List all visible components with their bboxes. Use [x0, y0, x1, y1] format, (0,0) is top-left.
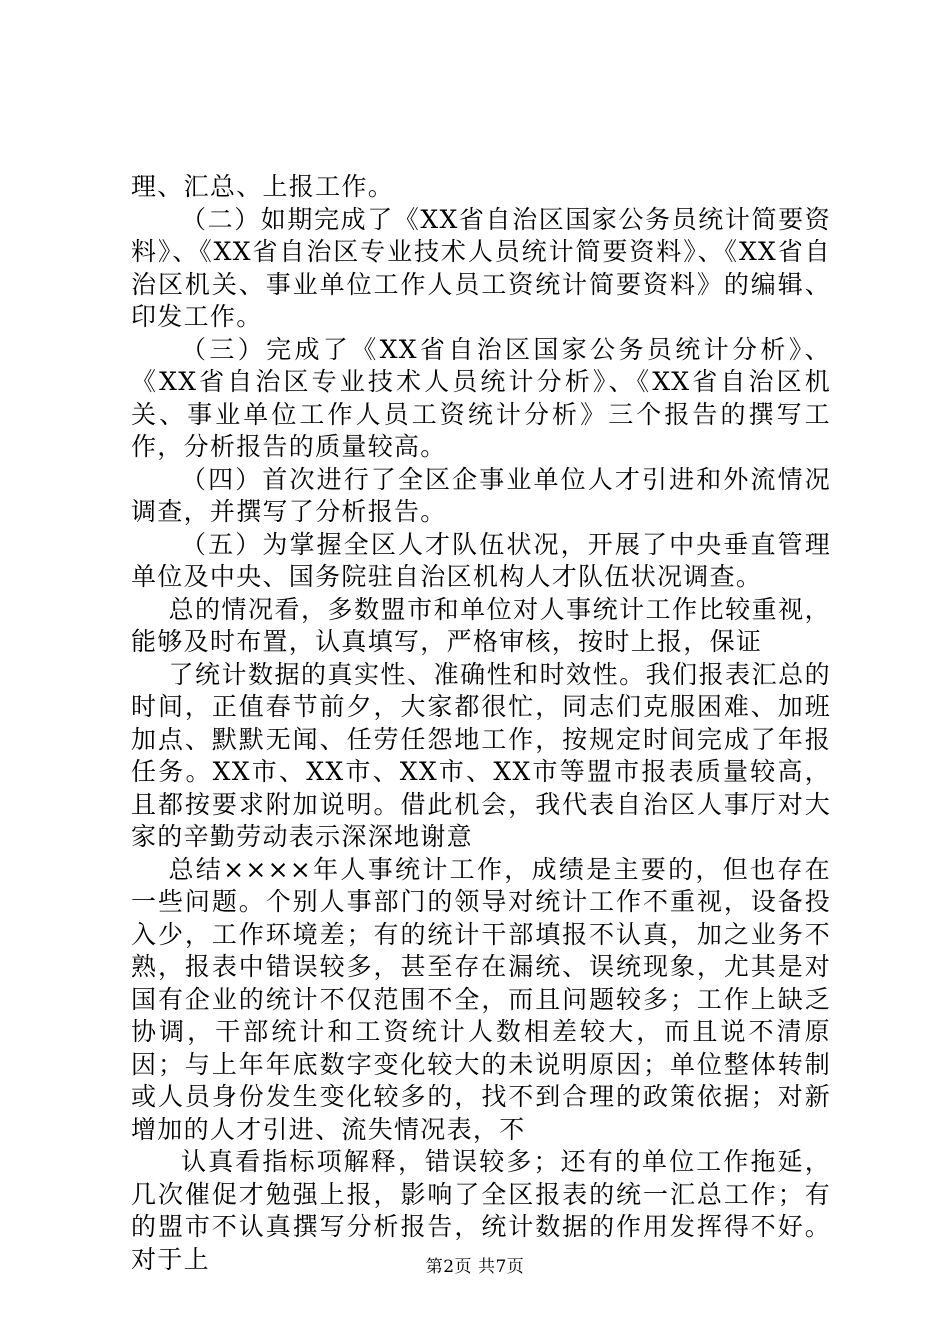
- page-number-footer: 第2页 共7页: [425, 1257, 525, 1277]
- paragraph-item-2: （二）如期完成了《XX省自治区国家公务员统计简要资料》、《XX省自治区专业技术人员统计简要资料》、《XX省自治区机关、事业单位工作人员工资统计简要资料》的编辑、印发工作。: [131, 204, 831, 331]
- paragraph-problems: 总结××××年人事统计工作，成绩是主要的，但也存在一些问题。个别人事部门的领导对统计工作不重视，设备投入少，工作环境差；有的统计干部填报不认真，加之业务不熟，报表中错误较多，甚至存在漏统、误统现象，尤其是对国有企业的统计不仅范围不全，而且问题较多；工作上缺乏协调，干部统计和工资统计人数相差较大，而且说不清原因；与上年年底数字变化较大的未说明原因；单位整体转制或人员身份发生变化较多的，找不到合理的政策依据；对新增加的人才引进、流失情况表，不: [131, 854, 831, 1144]
- document-body: [131, 171, 831, 1276]
- paragraph-item-4: （四）首次进行了全区企事业单位人才引进和外流情况调查，并撰写了分析报告。: [131, 464, 831, 526]
- paragraph-item-5: （五）为掌握全区人才队伍状况，开展了中央垂直管理单位及中央、国务院驻自治区机构人才队伍状况调查。: [131, 529, 831, 591]
- paragraph-item-3: （三）完成了《XX省自治区国家公务员统计分析》、《XX省自治区专业技术人员统计分析》、《XX省自治区机关、事业单位工作人员工资统计分析》三个报告的撰写工作，分析报告的质量较高。: [131, 334, 831, 461]
- paragraph-summary-continued: 了统计数据的真实性、准确性和时效性。我们报表汇总的时间，正值春节前夕，大家都很忙，同志们克服困难、加班加点、默默无闻、任劳任怨地工作，按规定时间完成了年报任务。XX市、XX市、XX市、XX市等盟市报表质量较高，且都按要求附加说明。借此机会，我代表自治区人事厅对大家的辛勤劳动表示深深地谢意: [131, 659, 831, 851]
- paragraph-continuation: 理、汇总、上报工作。: [131, 172, 395, 201]
- paragraph-problems-continued: 认真看指标项解释，错误较多；还有的单位工作拖延，几次催促才勉强上报，影响了全区报表的统一汇总工作；有的盟市不认真撰写分析报告，统计数据的作用发挥得不好。对于上: [131, 1147, 831, 1274]
- paragraph-summary: 总的情况看，多数盟市和单位对人事统计工作比较重视，能够及时布置，认真填写，严格审核，按时上报，保证: [131, 594, 831, 656]
